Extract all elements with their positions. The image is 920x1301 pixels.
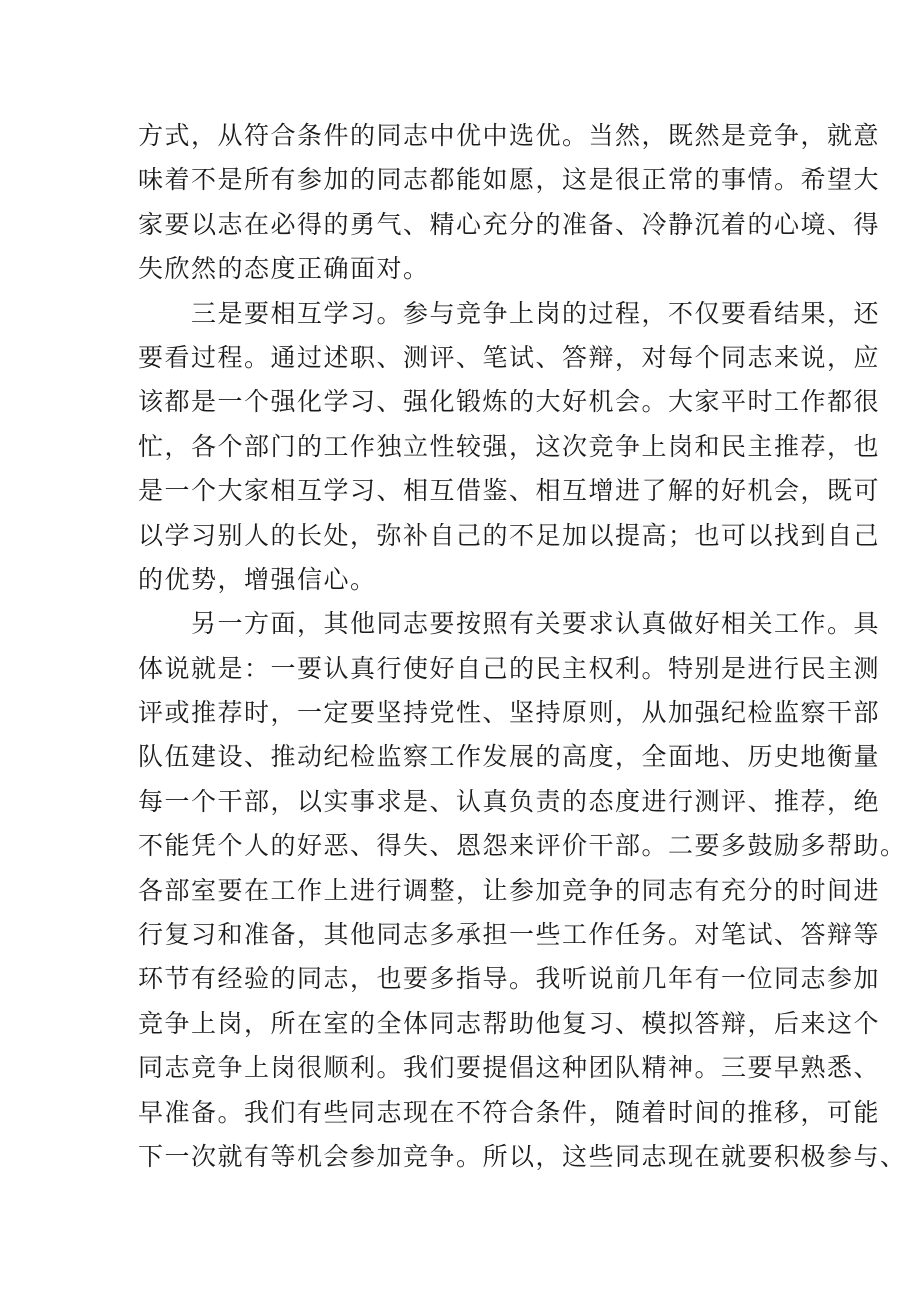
text-line: 体说就是：一要认真行使好自己的民主权利。特别是进行民主测	[138, 653, 881, 683]
text-line: 家要以志在必得的勇气、精心充分的准备、冷静沉着的心境、得	[138, 209, 881, 239]
text-line: 队伍建设、推动纪检监察工作发展的高度，全面地、历史地衡量	[138, 742, 881, 772]
text-line: 三是要相互学习。参与竞争上岗的过程，不仅要看结果，还	[138, 298, 881, 328]
text-line: 另一方面，其他同志要按照有关要求认真做好相关工作。具	[138, 609, 881, 639]
text-line: 要看过程。通过述职、测评、笔试、答辩，对每个同志来说，应	[138, 342, 881, 372]
text-line: 评或推荐时，一定要坚持党性、坚持原则，从加强纪检监察干部	[138, 698, 881, 728]
text-line: 忙，各个部门的工作独立性较强，这次竞争上岗和民主推荐，也	[138, 431, 881, 461]
text-line: 同志竞争上岗很顺利。我们要提倡这种团队精神。三要早熟悉、	[138, 1053, 881, 1083]
text-line: 是一个大家相互学习、相互借鉴、相互增进了解的好机会，既可	[138, 476, 881, 506]
body-text	[138, 114, 907, 1179]
text-line: 失欣然的态度正确面对。	[138, 254, 430, 284]
text-line: 不能凭个人的好恶、得失、恩怨来评价干部。二要多鼓励多帮助。	[138, 831, 907, 861]
text-line: 早准备。我们有些同志现在不符合条件，随着时间的推移，可能	[138, 1097, 881, 1127]
text-line: 下一次就有等机会参加竞争。所以，这些同志现在就要积极参与、	[138, 1141, 907, 1171]
text-line: 味着不是所有参加的同志都能如愿，这是很正常的事情。希望大	[138, 165, 881, 195]
text-line: 行复习和准备，其他同志多承担一些工作任务。对笔试、答辩等	[138, 920, 881, 950]
text-line: 以学习别人的长处，弥补自己的不足加以提高；也可以找到自己	[138, 520, 881, 550]
text-line: 的优势，增强信心。	[138, 564, 377, 594]
text-line: 该都是一个强化学习、强化锻炼的大好机会。大家平时工作都很	[138, 387, 881, 417]
text-line: 方式，从符合条件的同志中优中选优。当然，既然是竞争，就意	[138, 121, 881, 150]
text-line: 每一个干部，以实事求是、认真负责的态度进行测评、推荐，绝	[138, 786, 881, 816]
text-line: 环节有经验的同志，也要多指导。我听说前几年有一位同志参加	[138, 964, 881, 994]
text-line: 竞争上岗，所在室的全体同志帮助他复习、模拟答辩，后来这个	[138, 1008, 881, 1038]
text-line: 各部室要在工作上进行调整，让参加竞争的同志有充分的时间进	[138, 875, 881, 905]
